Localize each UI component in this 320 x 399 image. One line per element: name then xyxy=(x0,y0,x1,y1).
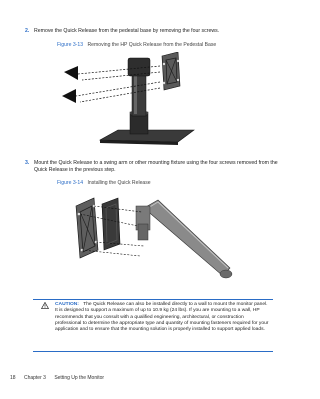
vesa-mount-plate-drawing xyxy=(102,198,120,250)
chapter-label: Chapter 3 xyxy=(23,375,46,381)
figure-3-13-illustration xyxy=(60,52,210,152)
figure-3-13-title: Removing the HP Quick Release from the Pedestal Base xyxy=(87,42,217,48)
caution-body xyxy=(55,302,271,333)
step-2 xyxy=(25,28,284,35)
chapter-title: Setting Up the Monitor xyxy=(54,375,105,381)
caution-text: The Quick Release can also be installed directly to a wall to mount the monitor panel. It is designed to support a maximum of up to 10.9 kg (24 lbs). If you are mounting to a wall, HP recommends that you consult with a qualified engineering, architectural, or construction professional to determine the appropriate type and quantity of mounting fasteners required for your application and to ensure that the mounting solution is properly installed to support applied loads. xyxy=(55,302,269,333)
step-3-text: Mount the Quick Release to a swing arm or other mounting fixture using the four screws removed from the Quick Release in the previous step. xyxy=(34,160,278,173)
step-2-text: Remove the Quick Release from the pedestal base by removing the four screws. xyxy=(34,28,220,34)
figure-3-14-illustration xyxy=(58,190,238,290)
figure-3-13-caption xyxy=(57,42,216,48)
figure-3-14-label: Figure 3-14 xyxy=(57,180,84,186)
arrow-heads xyxy=(62,66,78,103)
page-footer xyxy=(10,375,111,381)
figure-3-14-title: Installing the Quick Release xyxy=(87,180,151,186)
caution-top-rule xyxy=(33,299,273,300)
step-2-number: 2. xyxy=(25,28,30,34)
quick-release-bracket-drawing xyxy=(162,52,180,90)
caution-label: CAUTION: xyxy=(55,302,79,307)
swing-arm-drawing xyxy=(136,200,232,278)
page-number: 18 xyxy=(10,375,16,381)
caution-bottom-rule xyxy=(33,351,273,352)
step-3 xyxy=(25,160,284,173)
warning-triangle-icon xyxy=(41,302,49,309)
pedestal-stand-drawing xyxy=(100,58,194,145)
quick-release-plate-drawing xyxy=(76,198,98,258)
step-3-number: 3. xyxy=(25,160,30,166)
figure-3-14-caption xyxy=(57,180,151,186)
figure-3-13-label: Figure 3-13 xyxy=(57,42,84,48)
